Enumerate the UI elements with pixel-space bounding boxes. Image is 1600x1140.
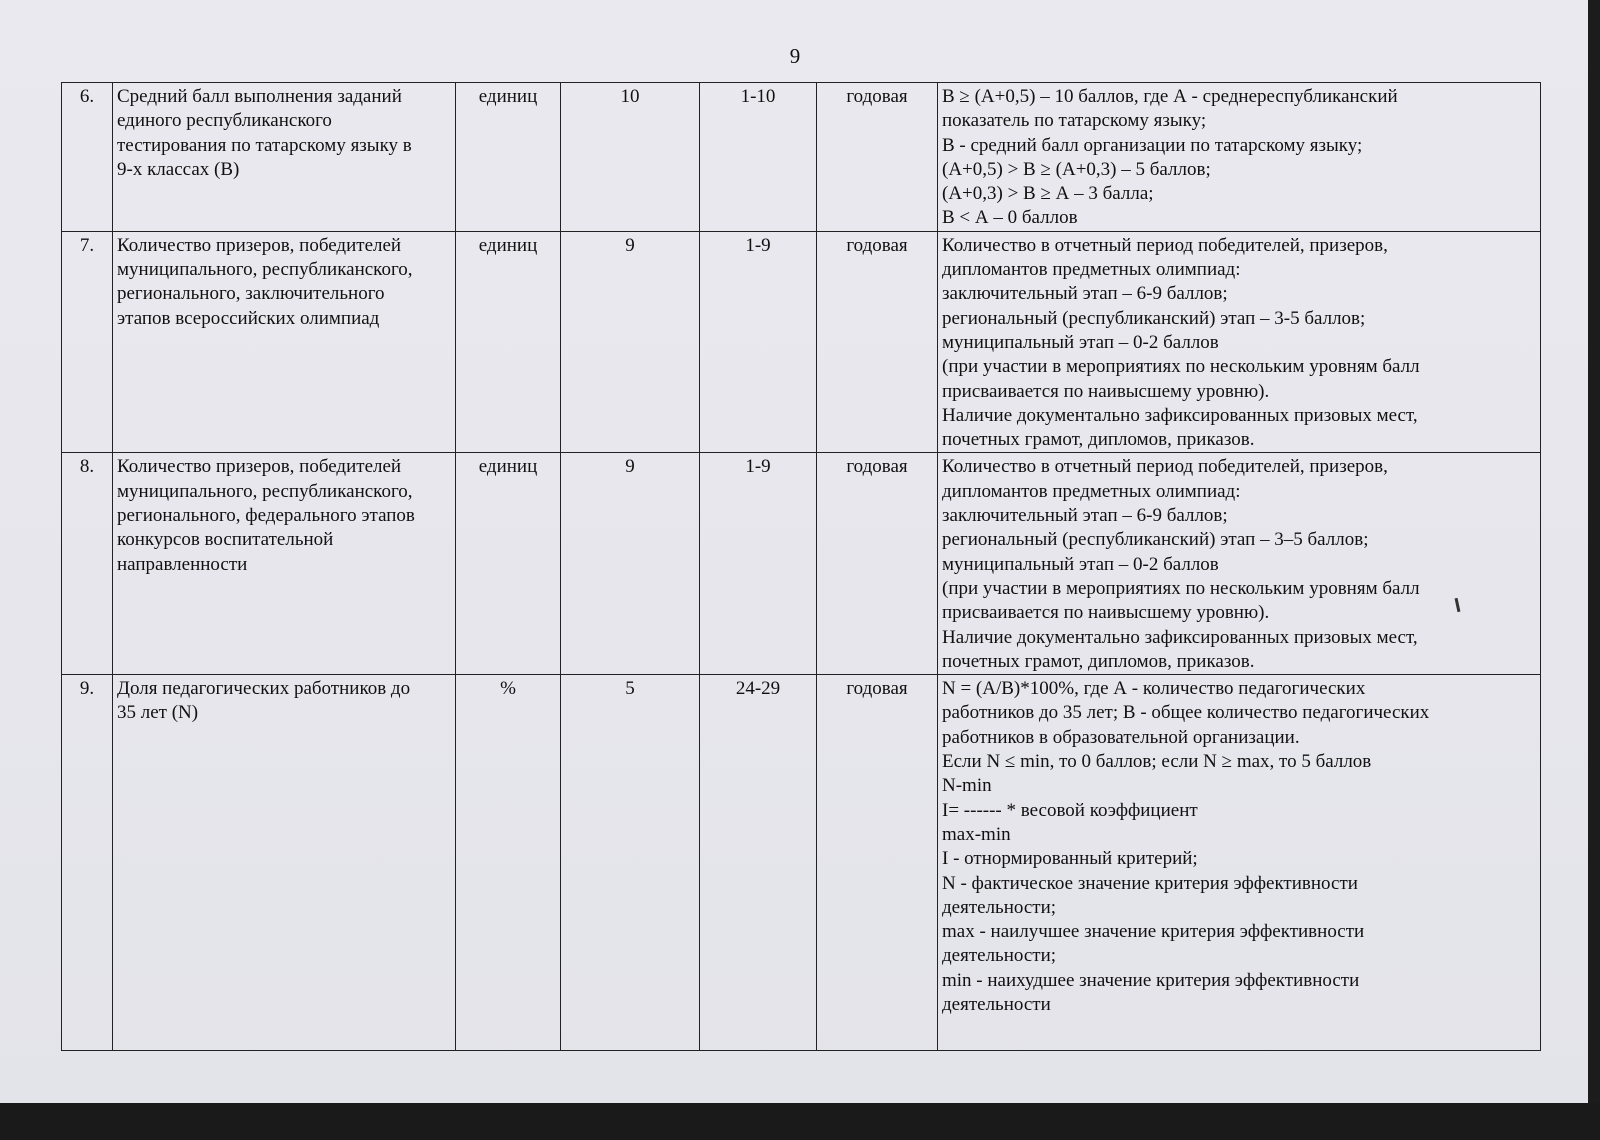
method-line: (при участии в мероприятиях по нескольким уровням балл [942,356,1420,378]
description-line: Количество призеров, победителей [117,234,402,256]
description-line: Средний балл выполнения заданий [117,86,402,107]
range-cell: 24-29 [700,675,817,1051]
method-line: присваивается по наивысшему уровню). [942,602,1270,624]
criteria-table [61,82,1541,1051]
row-number: 6. [62,83,113,232]
table-row [62,453,1541,675]
method-line: N - фактическое значение критерия эффективности [942,872,1358,894]
method-line: муниципальный этап – 0-2 баллов [942,331,1219,353]
period-cell: годовая [817,675,938,1051]
method-line: региональный (республиканский) этап – 3-5 баллов; [942,307,1366,329]
method-line: N = (А/В)*100%, где А - количество педагогических [942,678,1366,700]
weight-cell: 10 [561,83,700,232]
description-line: 35 лет (N) [117,702,199,724]
method-line: деятельности [942,993,1051,1015]
method-line: показатель по татарскому языку; [942,110,1207,132]
row-number: 9. [62,675,113,1051]
description-line: 9-х классах (В) [117,158,240,180]
method-line: I - отнормированный критерий; [942,848,1198,870]
method-line: почетных грамот, дипломов, приказов. [942,650,1255,672]
criterion-description [113,675,456,1051]
method-line: почетных грамот, дипломов, приказов. [942,429,1255,451]
description-line: Количество призеров, победителей [117,456,402,478]
method-line: В - средний балл организации по татарскому языку; [942,134,1363,156]
row-number: 7. [62,231,113,453]
evaluation-method [938,83,1541,232]
evaluation-method [938,231,1541,453]
method-line: дипломантов предметных олимпиад: [942,480,1241,502]
method-line: В < А – 0 баллов [942,207,1078,229]
description-line: муниципального, республиканского, [117,259,413,281]
method-line: работников до 35 лет; В - общее количество педагогических [942,702,1430,724]
method-line: Если N ≤ min, то 0 баллов; если N ≥ max, то 5 баллов [942,751,1372,773]
method-line: (А+0,3) > В ≥ А – 3 балла; [942,183,1154,205]
row-number: 8. [62,453,113,675]
period-cell: годовая [817,453,938,675]
unit-cell: единиц [456,453,561,675]
method-line: max - наилучшее значение критерия эффективности [942,921,1365,943]
method-line: (при участии в мероприятиях по нескольким уровням балл [942,577,1420,599]
table-row [62,231,1541,453]
method-line: Наличие документально зафиксированных призовых мест, [942,404,1418,426]
description-line: регионального, заключительного [117,283,385,305]
method-line: Количество в отчетный период победителей, призеров, [942,456,1388,478]
criterion-description [113,453,456,675]
method-line: max-min [942,823,1011,845]
method-line: дипломантов предметных олимпиад: [942,259,1241,281]
description-line: единого республиканского [117,110,332,132]
table-row [62,83,1541,232]
unit-cell: % [456,675,561,1051]
unit-cell: единиц [456,231,561,453]
weight-cell: 9 [561,453,700,675]
method-line: деятельности; [942,896,1057,918]
range-cell: 1-9 [700,231,817,453]
method-line: min - наихудшее значение критерия эффективности [942,969,1360,991]
method-line: присваивается по наивысшему уровню). [942,380,1270,402]
criterion-description [113,83,456,232]
description-line: этапов всероссийских олимпиад [117,307,380,329]
method-line: (А+0,5) > В ≥ (А+0,3) – 5 баллов; [942,158,1211,180]
method-line: Количество в отчетный период победителей, призеров, [942,234,1388,256]
period-cell: годовая [817,83,938,232]
description-line: тестирования по татарскому языку в [117,134,412,156]
page-number: 9 [789,44,801,68]
method-line: работников в образовательной организации. [942,726,1300,748]
description-line: конкурсов воспитательной [117,529,334,551]
period-cell: годовая [817,231,938,453]
method-line: В ≥ (А+0,5) – 10 баллов, где А - среднереспубликанский [942,86,1398,107]
method-line: заключительный этап – 6-9 баллов; [942,505,1228,527]
description-line: направленности [117,553,248,575]
weight-cell: 9 [561,231,700,453]
scan-border [1588,0,1600,1103]
criterion-description [113,231,456,453]
method-line: Наличие документально зафиксированных призовых мест, [942,626,1418,648]
range-cell: 1-9 [700,453,817,675]
weight-cell: 5 [561,675,700,1051]
unit-cell: единиц [456,83,561,232]
method-line: муниципальный этап – 0-2 баллов [942,553,1219,575]
method-line: деятельности; [942,945,1057,967]
table-row [62,675,1541,1051]
method-line: заключительный этап – 6-9 баллов; [942,283,1228,305]
method-line: I= ------ * весовой коэффициент [942,799,1198,821]
method-line: N-min [942,775,992,797]
evaluation-method [938,675,1541,1051]
description-line: регионального, федерального этапов [117,505,415,527]
evaluation-method [938,453,1541,675]
method-line: региональный (республиканский) этап – 3–5 баллов; [942,529,1369,551]
description-line: муниципального, республиканского, [117,480,413,502]
description-line: Доля педагогических работников до [117,678,411,700]
range-cell: 1-10 [700,83,817,232]
